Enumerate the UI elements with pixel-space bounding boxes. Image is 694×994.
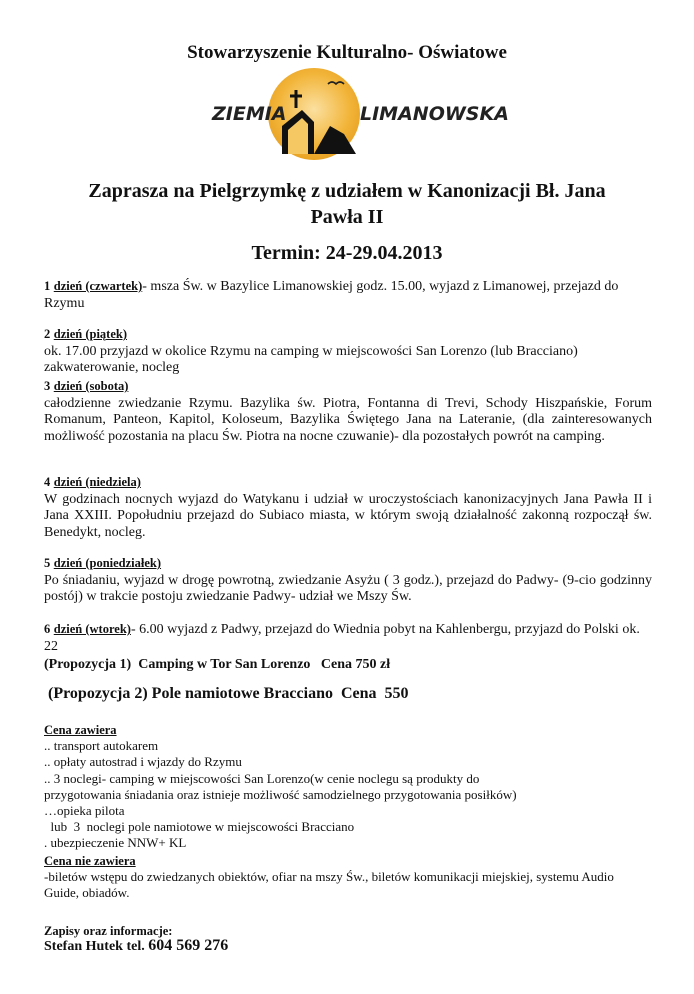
headline-line-1: Zaprasza na Pielgrzymkę z udziałem w Kanonizacji Bł. Jana xyxy=(88,180,606,202)
day-3 xyxy=(44,378,652,445)
day-number: 2 xyxy=(44,327,51,341)
logo-text-left: ZIEMIA xyxy=(212,103,287,125)
day-6 xyxy=(44,621,652,655)
contact-phone: 604 569 276 xyxy=(148,937,229,954)
proposal-1: (Propozycja 1) Camping w Tor San Lorenzo Cena 750 zł xyxy=(44,657,391,672)
day-text: całodzienne zwiedzanie Rzymu. Bazylika św. Piotra, Fontanna di Trevi, Schody Hiszpańskie, Forum Romanum, Panteon, Kapitol, Koloseum, Bazylika Świętego Jana na Lateranie, (dla zainteresowanych możliwość pozostania na placu Św. Piotra na nocne czuwanie)- dla pozostałych powrót na camping. xyxy=(44,395,652,444)
headline-line-2: Pawła II xyxy=(310,206,384,228)
logo-text-right: LIMANOWSKA xyxy=(360,103,509,125)
day-1 xyxy=(44,278,652,312)
list-item: .. 3 noclegi- camping w miejscowości San Lorenzo(w cenie noclegu są produkty do xyxy=(44,770,480,786)
day-label: dzień (czwartek) xyxy=(53,279,143,293)
day-number: 1 xyxy=(44,279,51,293)
day-number: 5 xyxy=(44,556,51,570)
contact-heading: Zapisy oraz informacje: xyxy=(44,924,173,938)
day-label: dzień (poniedziałek) xyxy=(53,556,162,570)
price-includes xyxy=(44,722,652,852)
day-text: Po śniadaniu, wyjazd w drogę powrotną, zwiedzanie Asyżu ( 3 godz.), przejazd do Padwy- (9-cio godzinny postój) w trakcie postoju zwiedzanie Padwy- udział we Mszy Św. xyxy=(44,572,652,605)
ziemia-limanowska-logo xyxy=(210,70,509,162)
day-5 xyxy=(44,555,652,606)
organization-title: Stowarzyszenie Kulturalno- Oświatowe xyxy=(187,42,507,63)
day-number: 3 xyxy=(44,379,51,393)
day-text: W godzinach nocnych wyjazd do Watykanu i udział w uroczystościach kanonizacyjnych Jana Pawła II i Jana XXIII. Popołudniu przejazd do Subiaco miasta, w którym swoją działalność zakonną rozpoczął św. Benedykt, nocleg. xyxy=(44,491,652,540)
day-number: 4 xyxy=(44,475,51,489)
day-label: dzień (wtorek) xyxy=(53,622,131,636)
day-label: dzień (niedziela) xyxy=(53,475,141,489)
list-item: .. opłaty autostrad i wjazdy do Rzymu xyxy=(44,754,242,770)
list-item: . ubezpieczenie NNW+ KL xyxy=(44,835,187,851)
day-label: dzień (sobota) xyxy=(53,379,129,393)
list-item: przygotowania śniadania oraz istnieje możliwość samodzielnego przygotowania posiłków) xyxy=(44,786,517,802)
day-text: - msza Św. w Bazylice Limanowskiej godz. 15.00, wyjazd z Limanowej, przejazd do Rzymu xyxy=(44,279,619,311)
day-number: 6 xyxy=(44,622,51,636)
price-excludes-text: -biletów wstępu do zwiedzanych obiektów, ofiar na mszy Św., biletów komunikacji miejskiej, systemu Audio Guide, obiadów. xyxy=(44,869,614,901)
price-excludes xyxy=(44,853,652,902)
list-item: …opieka pilota xyxy=(44,803,125,819)
day-2 xyxy=(44,326,652,377)
day-4 xyxy=(44,474,652,541)
list-item: .. transport autokarem xyxy=(44,738,159,754)
price-excludes-heading: Cena nie zawiera xyxy=(44,854,136,868)
termin-date: Termin: 24-29.04.2013 xyxy=(251,242,443,264)
contact-line xyxy=(44,937,228,955)
price-includes-heading: Cena zawiera xyxy=(44,723,117,737)
day-text: ok. 17.00 przyjazd w okolice Rzymu na camping w miejscowości San Lorenzo (lub Bracciano) zakwaterowanie, nocleg xyxy=(44,343,578,376)
day-label: dzień (piątek) xyxy=(53,327,128,341)
logo-graphic xyxy=(210,70,509,162)
proposal-2: (Propozycja 2) Pole namiotowe Bracciano Cena 550 xyxy=(48,685,409,702)
list-item: lub 3 noclegi pole namiotowe w miejscowości Bracciano xyxy=(44,819,355,835)
day-text: - 6.00 wyjazd z Padwy, przejazd do Wiednia pobyt na Kahlenbergu, przyjazd do Polski ok. 22 xyxy=(44,622,640,654)
contact-name: Stefan Hutek tel. xyxy=(44,939,145,954)
invitation-headline xyxy=(0,178,694,230)
